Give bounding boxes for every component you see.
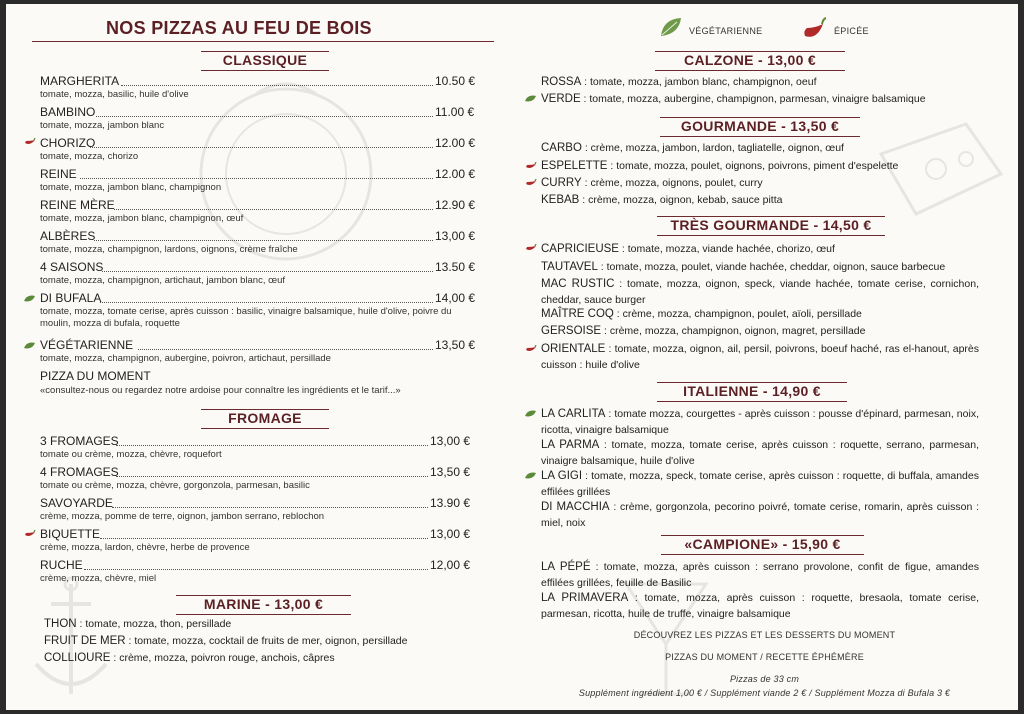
section-campione-heading: «CAMPIONE» - 15,90 € [661,535,864,555]
item-name: MARGHERITA [40,74,120,88]
tres-gourmande-item: GERSOISE : crème, mozza, champignon, oignon, magret, persillade [541,325,866,337]
spicy-icon [801,16,829,40]
item-name: DI BUFALA [40,291,102,305]
item-name: 4 FROMAGES [40,465,119,479]
gourmande-item: ESPELETTE : tomate, mozza, poulet, oignons, poivrons, piment d'espelette [541,160,899,172]
legend-spicy: ÉPICÉE [834,26,869,36]
item-ingredients: tomate, mozza, champignon, lardons, oignons, crème fraîche [40,244,298,255]
item-ingredients: tomate ou crème, mozza, chèvre, roquefort [40,449,222,460]
tres-gourmande-item: MAC RUSTIC : tomate, mozza, oignon, speck, viande hachée, tomate cerise, cornichon, cheddar, sauce burger [541,278,979,306]
spicy-icon [525,162,537,170]
item-ingredients: tomate, mozza, champignon, artichaut, jambon blanc, œuf [40,275,286,286]
gourmande-item: KEBAB : crème, mozza, oignon, kebab, sauce pitta [541,194,783,206]
item-ingredients: tomate, mozza, champignon, aubergine, poivron, artichaut, persillade [40,353,331,364]
vegetarian-icon [525,95,536,102]
item-ingredients: tomate, mozza, jambon blanc, champignon [40,182,222,193]
vegetarian-icon [24,342,35,349]
item-ingredients: crème, mozza, pomme de terre, oignon, jambon serrano, reblochon [40,511,325,522]
section-marine-heading: MARINE - 13,00 € [176,595,351,615]
item-name: REINE [40,167,77,181]
footer-discover: DÉCOUVREZ LES PIZZAS ET LES DESSERTS DU MOMENT [633,630,896,640]
tres-gourmande-item: MAÎTRE COQ : crème, mozza, champignon, poulet, aïoli, persillade [541,308,862,320]
gourmande-item: CARBO : crème, mozza, jambon, lardon, tagliatelle, oignon, œuf [541,142,844,154]
spicy-icon [525,244,537,252]
item-price: 13.50 € [435,260,476,274]
italienne-item: LA CARLITA : tomate mozza, courgettes - après cuisson : pousse d'épinard, parmesan, noix, ricotta, vinaigre balsamique [541,408,979,436]
italienne-item: LA PARMA : tomate, mozza, tomate cerise, après cuisson : roquette, serrano, parmesan, vinaigre balsamique, huile d'olive [541,439,979,467]
calzone-item: ROSSA : tomate, mozza, jambon blanc, champignon, oeuf [541,76,817,88]
legend-vegetarian: VÉGÉTARIENNE [689,26,763,36]
item-ingredients: tomate, mozza, basilic, huile d'olive [40,89,189,100]
tres-gourmande-item: CAPRICIEUSE : tomate, mozza, viande hachée, chorizo, œuf [541,243,835,255]
vegetarian-icon [24,295,35,302]
item-price: 11.00 € [435,105,475,119]
item-price: 12.00 € [435,167,476,181]
item-name: VÉGÉTARIENNE [40,338,134,352]
item-price: 13,50 € [430,465,471,479]
menu-sheet [6,4,1018,710]
footer-supplements: Supplément ingrédient 1,00 € / Supplément viande 2 € / Supplément Mozza di Bufala 3 € [578,688,951,698]
tomato-illustration [176,64,396,264]
item-ingredients: tomate, mozza, jambon blanc, champignon, œuf [40,213,244,224]
item-ingredients: tomate, mozza, tomate cerise, après cuisson : basilic, vinaigre balsamique, huile d'olive, poivre du moulin, mozza di bufala, roquette [40,306,452,329]
section-classique-heading: CLASSIQUE [201,51,329,71]
spicy-icon [24,138,36,146]
footer-moment: PIZZAS DU MOMENT / RECETTE ÉPHÉMÈRE [665,652,864,662]
item-price: 12,00 € [430,558,471,572]
item-ingredients: «consultez-nous ou regardez notre ardoise pour connaître les ingrédients et le tarif...» [40,385,401,396]
item-name: SAVOYARDE [40,496,113,510]
italienne-item: DI MACCHIA : crème, gorgonzola, pecorino poivré, tomate cerise, romarin, après cuisson : miel, noix [541,501,979,529]
item-price: 12.00 € [435,136,476,150]
item-price: 10.50 € [435,74,476,88]
section-gourmande-heading: GOURMANDE - 13,50 € [660,117,860,137]
item-name: BIQUETTE [40,527,101,541]
section-italienne-heading: ITALIENNE - 14,90 € [657,382,847,402]
item-name: RUCHE [40,558,83,572]
page-title: NOS PIZZAS AU FEU DE BOIS [106,18,372,38]
item-name: PIZZA DU MOMENT [40,369,151,383]
item-price: 12.90 € [435,198,476,212]
item-price: 14,00 € [435,291,476,305]
item-name: ALBÈRES [40,229,96,243]
item-price: 13,50 € [435,338,476,352]
marine-item: THON : tomate, mozza, thon, persillade [44,618,232,630]
spicy-icon [24,530,36,538]
campione-item: LA PÉPÉ : tomate, mozza, après cuisson : serrano provolone, confit de figue, amandes effilées grillées, feuille de Basilic [541,561,979,589]
spicy-icon [525,179,537,187]
tres-gourmande-item: ORIENTALE : tomate, mozza, oignon, ail, persil, poivrons, boeuf haché, ras el-hanout, après cuisson : huile d'olive [541,343,979,371]
item-ingredients: crème, mozza, chèvre, miel [40,573,157,584]
marine-item: FRUIT DE MER : tomate, mozza, cocktail de fruits de mer, oignon, persillade [44,635,408,647]
section-tres-gourmande-heading: TRÈS GOURMANDE - 14,50 € [657,216,885,236]
item-price: 13,00 € [430,434,471,448]
section-calzone-heading: CALZONE - 13,00 € [655,51,845,71]
vegetarian-icon [525,472,536,479]
item-price: 13,00 € [430,527,471,541]
item-price: 13,00 € [435,229,476,243]
item-ingredients: crème, mozza, lardon, chèvre, herbe de provence [40,542,250,553]
item-name: 4 SAISONS [40,260,104,274]
footer-size: Pizzas de 33 cm [729,674,800,684]
tres-gourmande-item: TAUTAVEL : tomate, mozza, poulet, viande hachée, cheddar, oignon, sauce barbecue [541,261,946,273]
item-name: CHORIZO [40,136,96,150]
item-name: BAMBINO [40,105,96,119]
calzone-item: VERDE : tomate, mozza, aubergine, champignon, parmesan, vinaigre balsamique [541,93,926,105]
vegetarian-icon [525,410,536,417]
item-ingredients: tomate, mozza, jambon blanc [40,120,165,131]
section-fromage-heading: FROMAGE [201,409,329,429]
marine-item: COLLIOURE : crème, mozza, poivron rouge, anchois, câpres [44,652,335,664]
item-name: REINE MÈRE [40,198,115,212]
gourmande-item: CURRY : crème, mozza, oignons, poulet, curry [541,177,763,189]
spicy-icon [525,345,537,353]
vegetarian-icon [659,16,683,38]
item-ingredients: tomate ou crème, mozza, chèvre, gorgonzola, parmesan, basilic [40,480,310,491]
item-price: 13.90 € [430,496,471,510]
title-rule [32,41,494,42]
italienne-item: LA GIGI : tomate, mozza, speck, tomate cerise, après cuisson : roquette, di buffala, amandes effilées grillées [541,470,979,498]
item-ingredients: tomate, mozza, chorizo [40,151,139,162]
campione-item: LA PRIMAVERA : tomate, mozza, après cuisson : roquette, bresaola, tomate cerise, parmesan, ricotta, huile de truffe, vinaigre balsamique [541,592,979,620]
item-name: 3 FROMAGES [40,434,119,448]
